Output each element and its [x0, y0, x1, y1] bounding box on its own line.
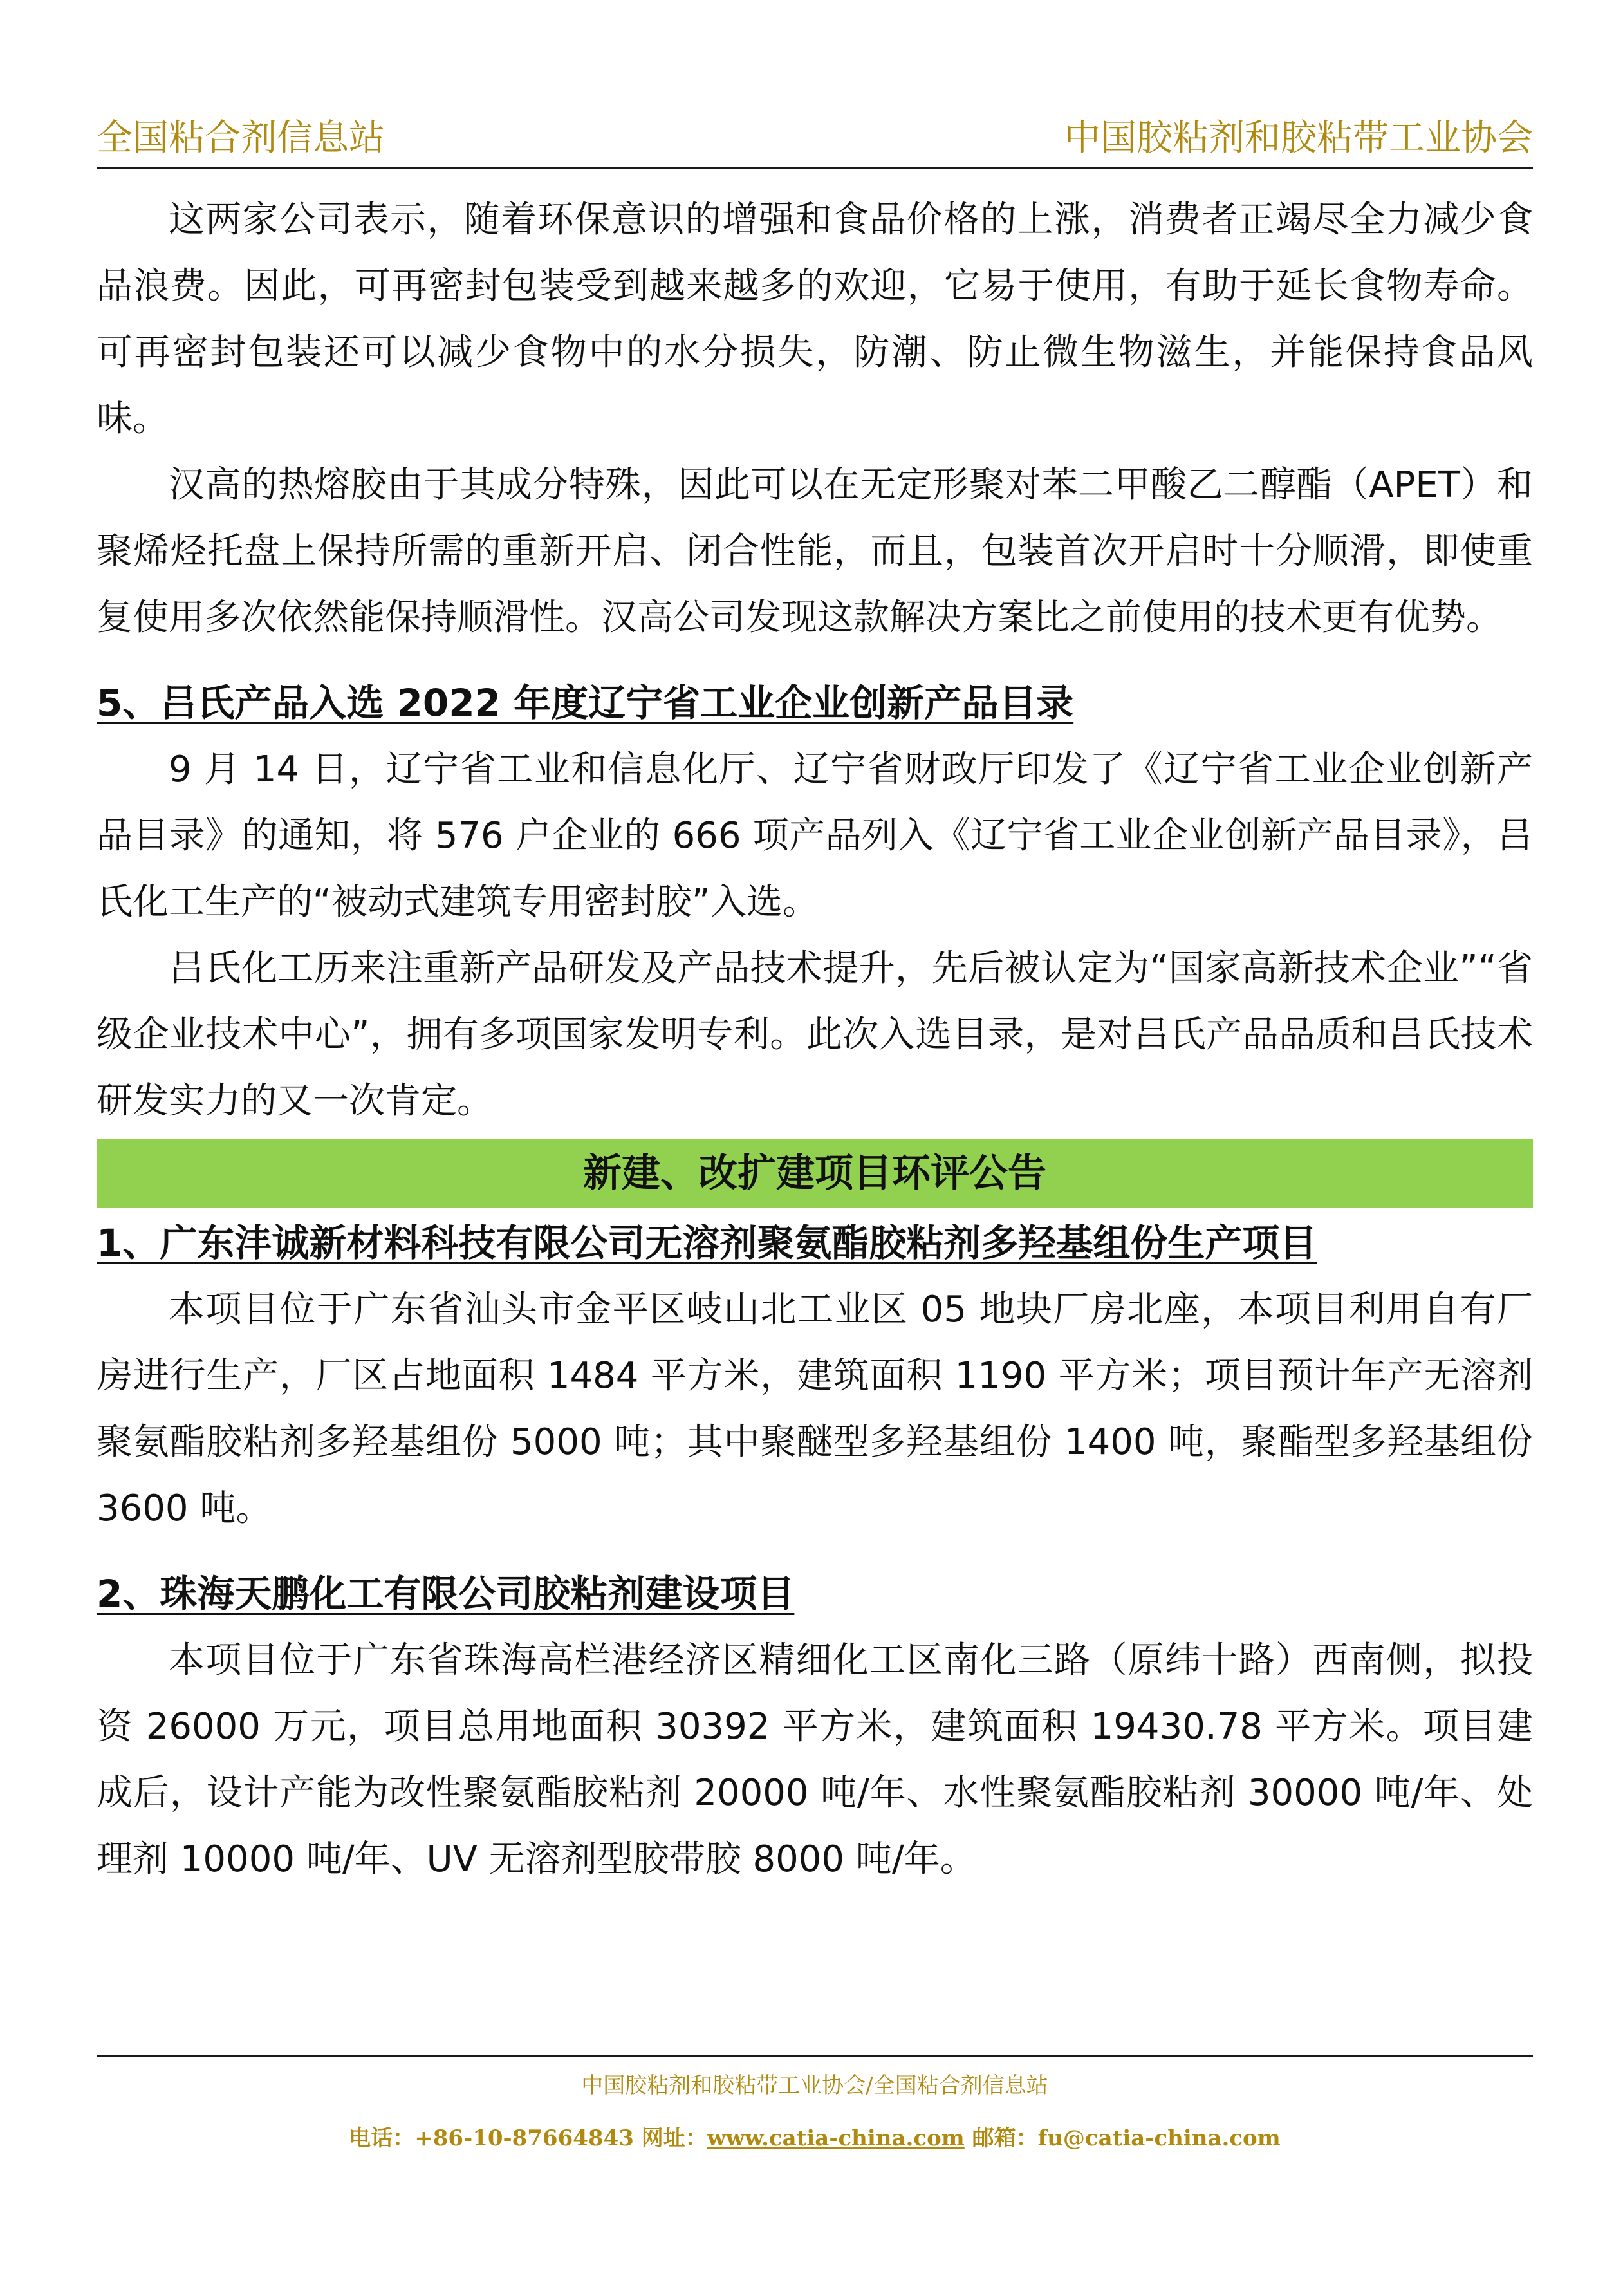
page-header: [97, 109, 1533, 169]
header-right-title: 中国胶粘剂和胶粘带工业协会: [1064, 117, 1533, 159]
article-body: [97, 187, 1533, 1892]
paragraph: 本项目位于广东省汕头市金平区岐山北工业区 05 地块厂房北座，本项目利用自有厂房进行生产，厂区占地面积 1484 平方米，建筑面积 1190 平方米；项目预计年产无溶剂聚氨酯胶粘剂多羟基组份 5000 吨；其中聚醚型多羟基组份 1400 吨，聚酯型多羟基组份 3600 吨。: [97, 1289, 1533, 1529]
spacer: [97, 1542, 1533, 1561]
footer-tel: +86-10-87664843: [414, 2125, 634, 2151]
footer-mail-label: 邮箱：: [972, 2125, 1038, 2151]
section-heading-text: 1、广东沣诚新材料科技有限公司无溶剂聚氨酯胶粘剂多羟基组份生产项目: [97, 1221, 1317, 1265]
section-heading: [97, 1561, 1533, 1627]
section-heading: [97, 1210, 1533, 1276]
page-footer: [97, 2055, 1533, 2152]
footer-web-label: 网址：: [641, 2125, 707, 2151]
header-left-title: 全国粘合剂信息站: [97, 117, 385, 159]
paragraph: 吕氏化工历来注重新产品研发及产品技术提升，先后被认定为“国家高新技术企业”“省级企业技术中心”，拥有多项国家发明专利。此次入选目录，是对吕氏产品品质和吕氏技术研发实力的又一次肯定。: [97, 947, 1533, 1122]
section-heading-text: 5、吕氏产品入选 2022 年度辽宁省工业企业创新产品目录: [97, 681, 1074, 725]
footer-tel-label: 电话：: [349, 2125, 415, 2151]
paragraph: 这两家公司表示，随着环保意识的增强和食品价格的上涨，消费者正竭尽全力减少食品浪费。因此，可再密封包装受到越来越多的欢迎，它易于使用，有助于延长食物寿命。可再密封包装还可以减少食物中的水分损失，防潮、防止微生物滋生，并能保持食品风味。: [97, 199, 1533, 440]
spacer: [97, 651, 1533, 670]
section-banner: 新建、改扩建项目环评公告: [97, 1139, 1533, 1208]
section-heading-text: 2、珠海天鹏化工有限公司胶粘剂建设项目: [97, 1572, 795, 1616]
paragraph: 9 月 14 日，辽宁省工业和信息化厅、辽宁省财政厅印发了《辽宁省工业企业创新产品目录》的通知，将 576 户企业的 666 项产品列入《辽宁省工业企业创新产品目录》，吕氏化工生产的“被动式建筑专用密封胶”入选。: [97, 749, 1533, 923]
paragraph: 本项目位于广东省珠海高栏港经济区精细化工区南化三路（原纬十路）西南侧，拟投资 26000 万元，项目总用地面积 30392 平方米，建筑面积 19430.78 平方米。项目建成后，设计产能为改性聚氨酯胶粘剂 20000 吨/年、水性聚氨酯胶粘剂 30000 吨/年、处理剂 10000 吨/年、UV 无溶剂型胶带胶 8000 吨/年。: [97, 1639, 1533, 1880]
footer-email[interactable]: fu@catia-china.com: [1037, 2125, 1281, 2151]
footer-contact-line: [97, 2124, 1533, 2152]
paragraph: 汉高的热熔胶由于其成分特殊，因此可以在无定形聚对苯二甲酸乙二醇酯（APET）和聚烯烃托盘上保持所需的重新开启、闭合性能，而且，包装首次开启时十分顺滑，即使重复使用多次依然能保持顺滑性。汉高公司发现这款解决方案比之前使用的技术更有优势。: [97, 464, 1533, 639]
section-heading: [97, 670, 1533, 736]
footer-org-line: 中国胶粘剂和胶粘带工业协会/全国粘合剂信息站: [581, 2073, 1048, 2098]
footer-website-link[interactable]: www.catia-china.com: [707, 2125, 965, 2151]
